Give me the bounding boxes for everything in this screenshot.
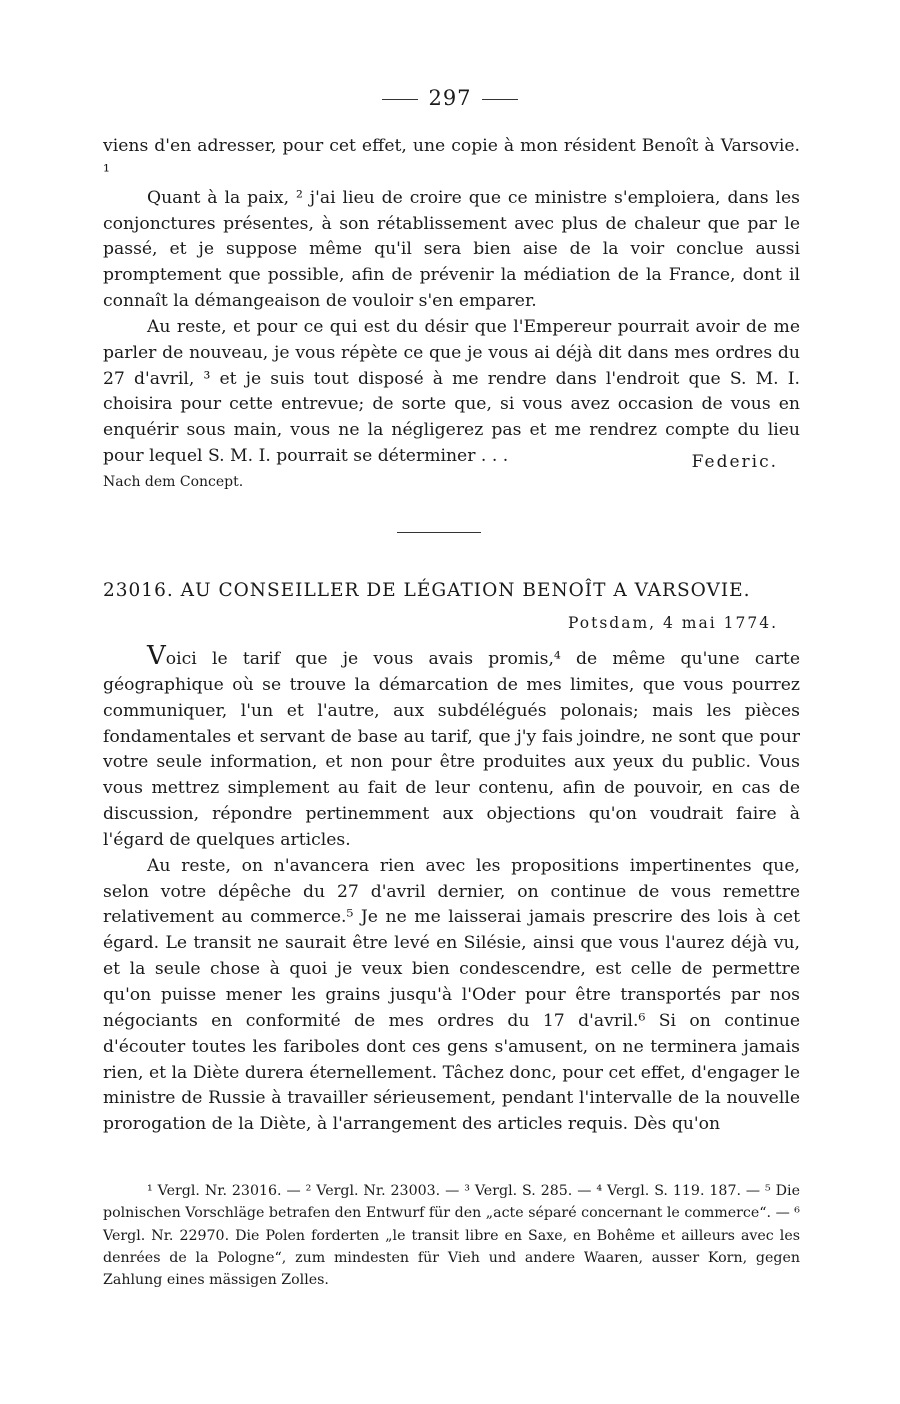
page-number: 297	[428, 86, 472, 110]
document-text	[103, 641, 800, 1138]
header-rule-right	[482, 99, 518, 100]
place-date: Potsdam, 4 mai 1774.	[567, 614, 778, 632]
paragraph: viens d'en adresser, pour cet effet, une copie à mon résident Benoît à Varsovie. ¹	[103, 136, 800, 182]
dropcap: V	[147, 641, 166, 671]
paragraph	[103, 641, 800, 854]
paragraph-text: oici le tarif que je vous avais promis,⁴ de même qu'une carte géographique où se trouve la démarcation de mes limites, que vous pourrez communiquer, l'un et l'autre, aux subdélégués polonais; mais les pièces fondamentales et servant de base au tarif, que j'y fais joindre, ne sont que pour votre seule information, et non pour être produites aux yeux du public. Vous vous mettrez simplement au fait de leur contenu, afin de pouvoir, en cas de discussion, répondre pertinemment aux objections qu'on voudrait faire à l'égard de quelques articles.	[103, 649, 800, 850]
signature: Federic.	[691, 451, 778, 472]
paragraph: Au reste, et pour ce qui est du désir que l'Empereur pourrait avoir de me parler de nouveau, je vous répète ce que je vous ai déjà dit dans mes ordres du 27 d'avril, ³ et je suis tout disposé à me rendre dans l'endroit que S. M. I. choisira pour cette entrevue; de sorte que, si vous avez occasion de vous en enquérir sous main, vous ne la négligerez pas et me rendrez compte du lieu pour lequel S. M. I. pourrait se déterminer . . .	[103, 316, 800, 467]
document-heading: 23016. AU CONSEILLER DE LÉGATION BENOÎT A VARSOVIE.	[103, 580, 751, 601]
source-note: Nach dem Concept.	[103, 473, 244, 490]
header-rule-left	[382, 99, 418, 100]
footnotes	[103, 1180, 800, 1291]
section-divider	[397, 532, 481, 533]
continuation-text	[103, 134, 800, 496]
paragraph: Au reste, on n'avancera rien avec les propositions impertinentes que, selon votre dépêche du 27 d'avril dernier, on continue de vous remettre relativement au commerce.⁵ Je ne me laisserai jamais prescrire des lois à cet égard. Le transit ne saurait être levé en Silésie, ainsi que vous l'aurez déjà vu, et la seule chose à quoi je veux bien condescendre, est celle de permettre qu'on puisse mener les grains jusqu'à l'Oder pour être transportés par nos négociants en conformité de mes ordres du 17 d'avril.⁶ Si on continue d'écouter toutes les fariboles dont ces gens s'amusent, on ne terminera jamais rien, et la Diète durera éternellement. Tâchez donc, pour cet effet, d'engager le ministre de Russie à travailler sérieusement, pendant l'intervalle de la nouvelle prorogation de la Diète, à l'arrangement des articles requis. Dès qu'on	[103, 855, 800, 1135]
page-header	[0, 86, 900, 110]
footnote-text: ¹ Vergl. Nr. 23016. — ² Vergl. Nr. 23003. — ³ Vergl. S. 285. — ⁴ Vergl. S. 119. 187. — ⁵ Die polnischen Vorschläge betrafen den Entwurf für den „acte séparé concernant le commerce“. — ⁶ Vergl. Nr. 22970. Die Polen forderten „le transit libre en Saxe, en Bohême et ailleurs avec les denrées de la Pologne“, zum mindesten für Vieh und andere Waaren, ausser Korn, gegen Zahlung eines mässigen Zolles.	[103, 1183, 800, 1289]
paragraph: Quant à la paix, ² j'ai lieu de croire que ce ministre s'emploiera, dans les conjonctures présentes, à son rétablissement avec plus de chaleur que par le passé, et je suppose même qu'il sera bien aise de la voir conclue aussi promptement que possible, afin de prévenir la médiation de la France, dont il connaît la démangeaison de vouloir s'en emparer.	[103, 187, 800, 312]
